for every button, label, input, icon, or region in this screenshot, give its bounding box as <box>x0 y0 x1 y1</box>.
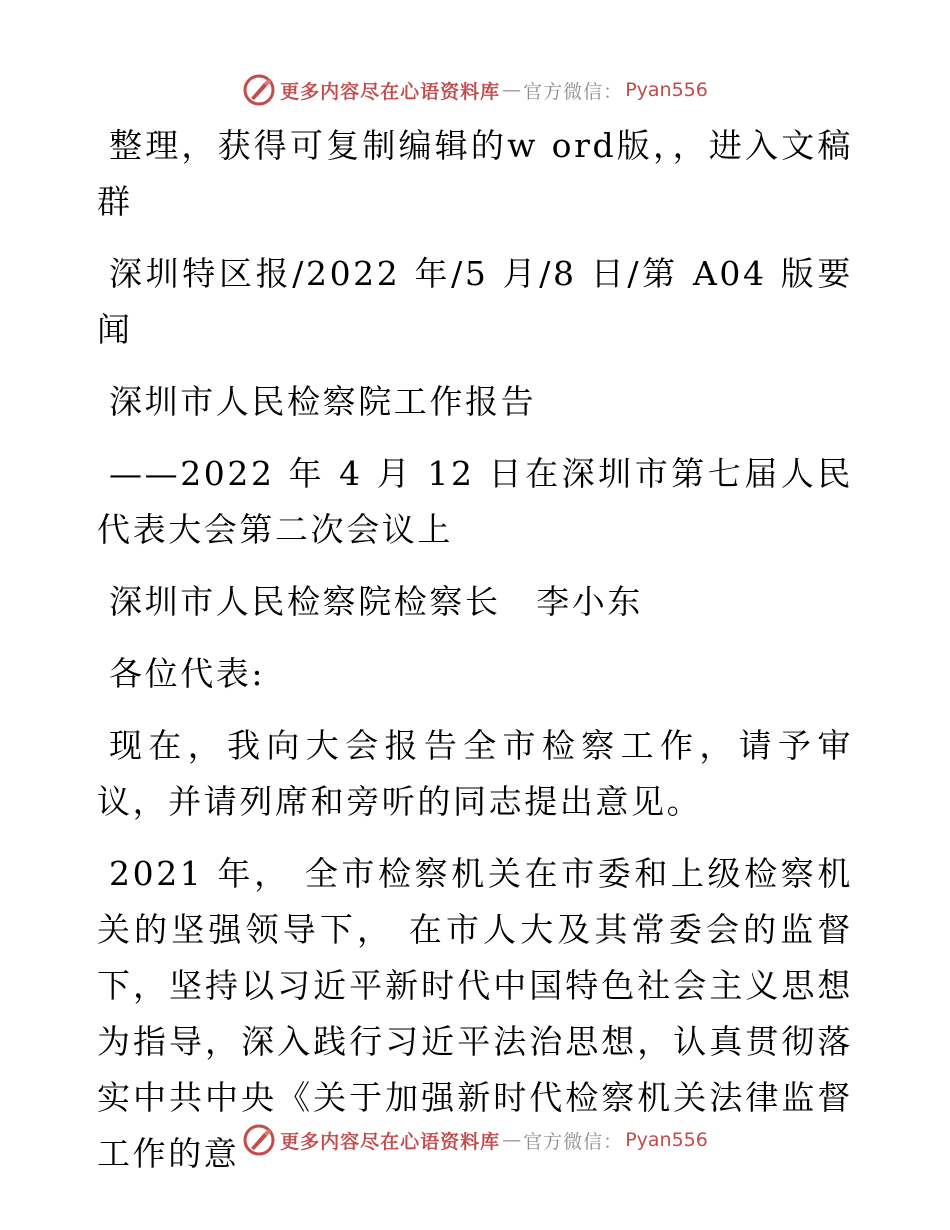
footer-watermark <box>0 1122 950 1158</box>
watermark-wechat-id: Pyan556 <box>625 1129 708 1151</box>
salutation: 各位代表: <box>109 654 266 693</box>
report-subtitle: ——2022 年 4 月 12 日在深圳市第七届人民代表大会第二次会议上 <box>97 454 853 549</box>
document-paragraph: 2021 年， 全市检察机关在市委和上级检察机关的坚强领导下， 在市人大及其常委会的监督下，坚持以习近平新时代中国特色社会主义思想为指导，深入践行习近平法治思想，认真贯彻落实中共中央《关于加强新时代检察机关法律监督工作的意 <box>97 854 853 1173</box>
watermark-separator: — <box>502 79 522 101</box>
newspaper-source-line: 深圳特区报/2022 年/5 月/8 日/第 A04 版要闻 <box>97 254 853 349</box>
header-watermark <box>0 72 950 108</box>
document-paragraph: 整理，获得可复制编辑的w ord版，，进入文稿群 <box>97 126 853 221</box>
document-paragraph: 现在，我向大会报告全市检察工作，请予审议，并请列席和旁听的同志提出意见。 <box>97 726 853 821</box>
report-author: 深圳市人民检察院检察长 李小东 <box>109 582 643 621</box>
watermark-brand: 更多内容尽在心语资料库 <box>280 1130 501 1153</box>
watermark-wechat-label: 官方微信： <box>523 80 624 103</box>
pen-logo-icon <box>242 73 276 107</box>
watermark-wechat-id: Pyan556 <box>625 79 708 101</box>
document-body <box>97 118 853 1182</box>
watermark-separator: — <box>502 1129 522 1151</box>
watermark-brand: 更多内容尽在心语资料库 <box>280 80 501 103</box>
report-title: 深圳市人民检察院工作报告 <box>109 382 537 421</box>
pen-logo-icon <box>242 1123 276 1157</box>
watermark-wechat-label: 官方微信： <box>523 1130 624 1153</box>
